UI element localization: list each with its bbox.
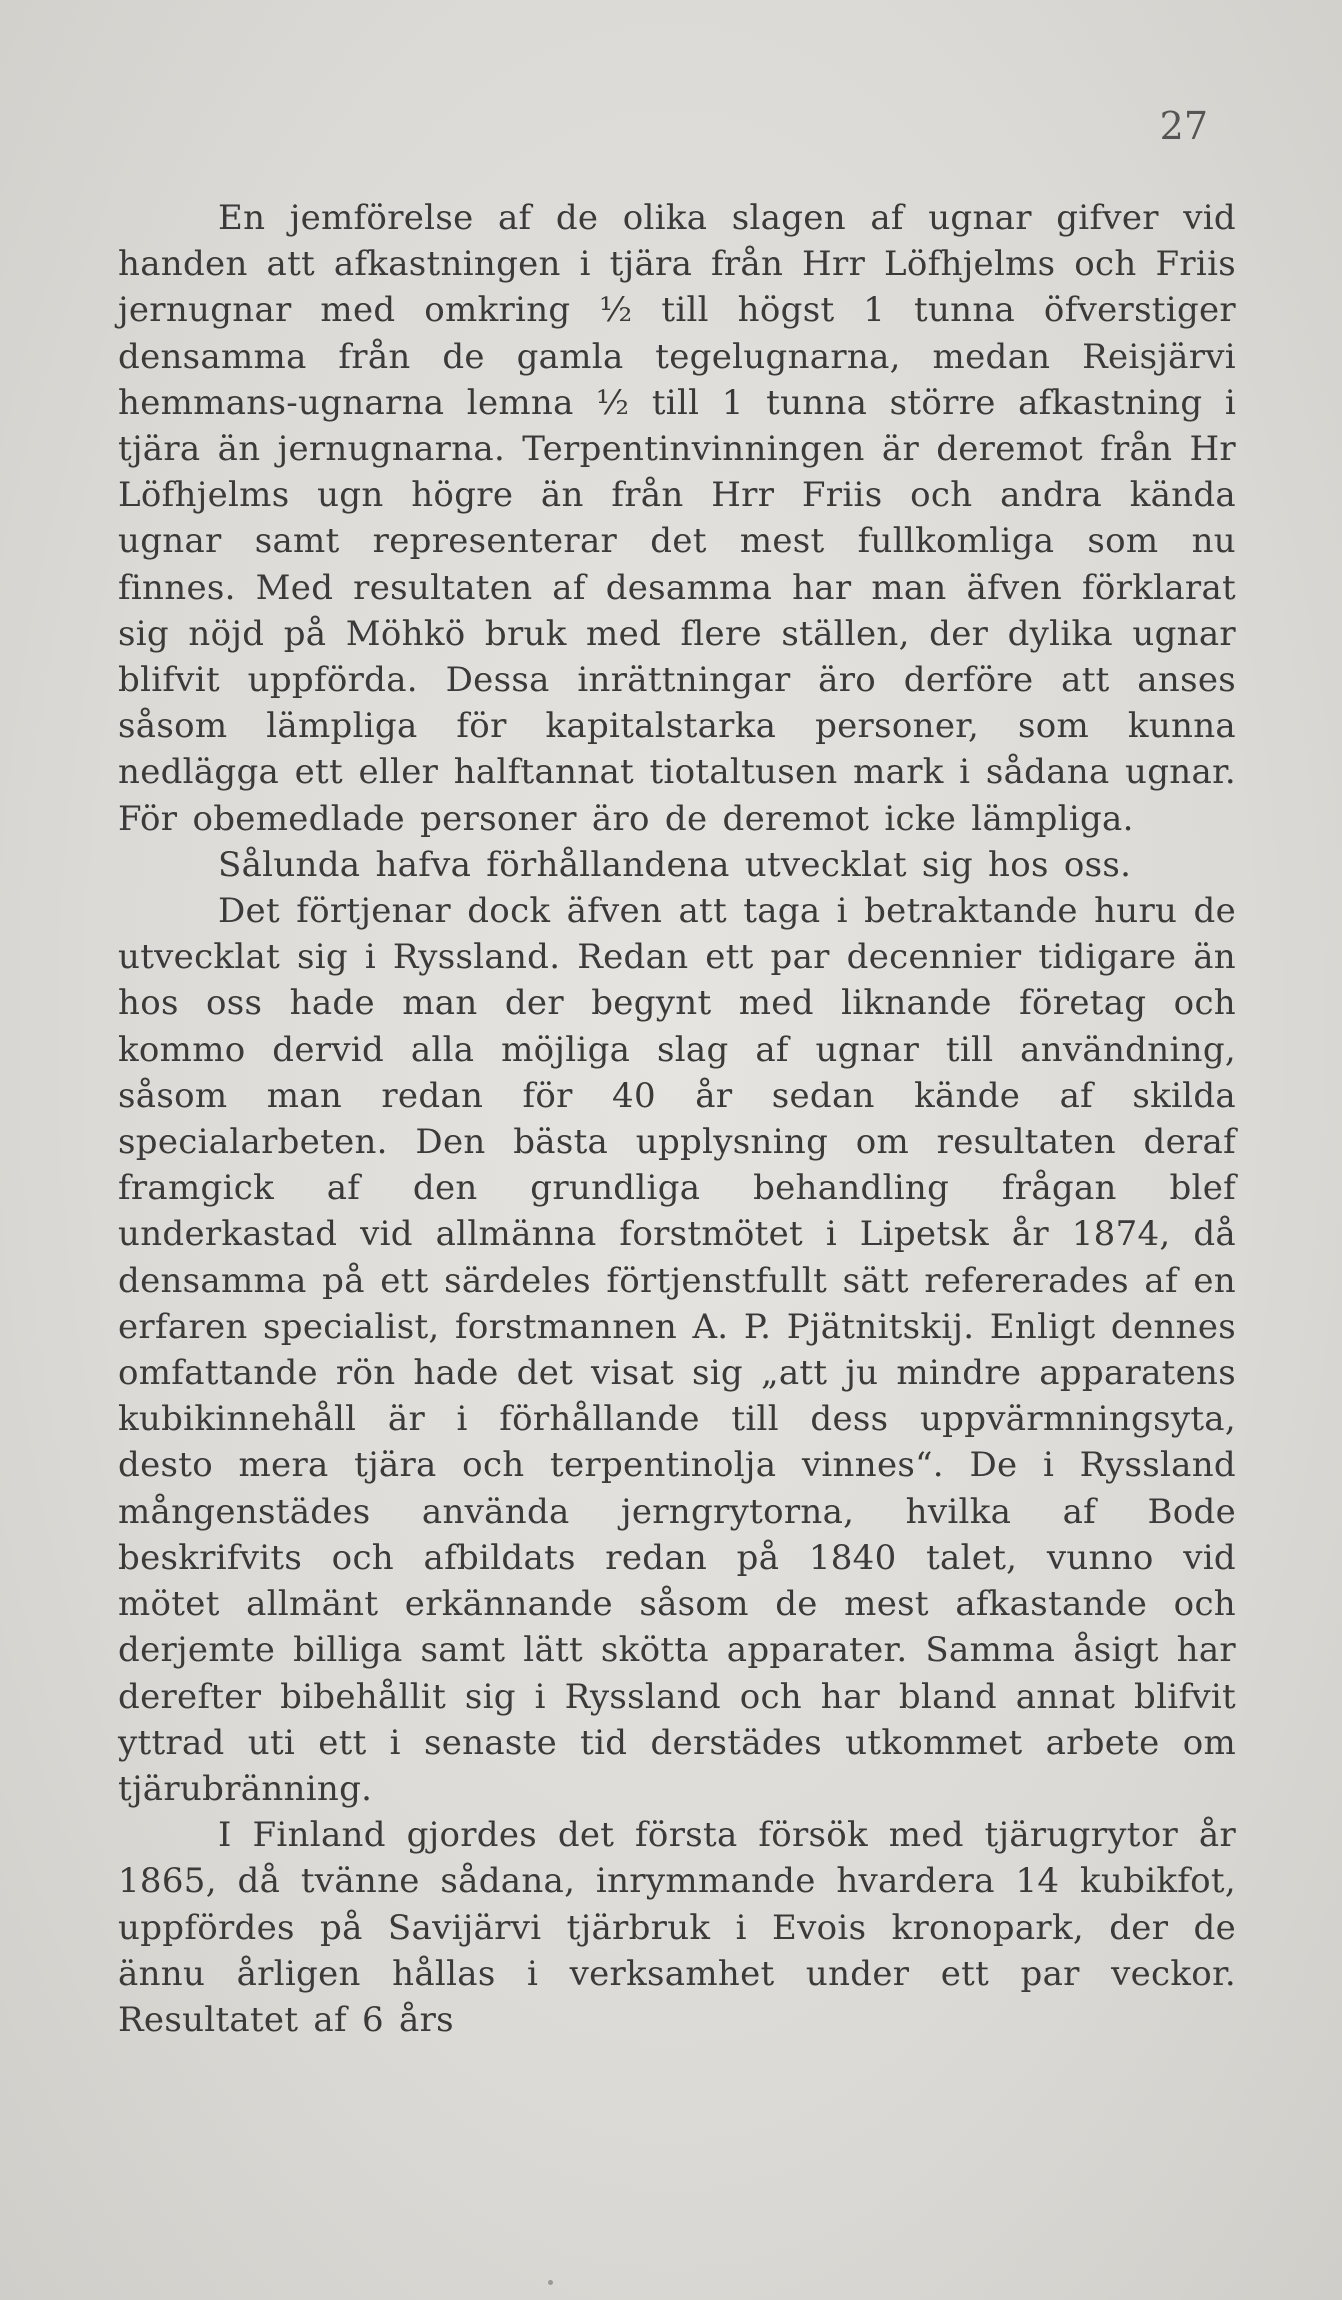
print-speck: [548, 2280, 553, 2285]
paragraph-summary: Sålunda hafva förhållandena utvecklat sig hos oss.: [218, 844, 1132, 885]
body-text: [118, 195, 1236, 2043]
page-number: 27: [1159, 104, 1208, 148]
paragraph-russia: Det förtjenar dock äfven att taga i betraktande huru de utvecklat sig i Ryssland. Redan ett par decennier tidigare än hos oss hade man der begynt med liknande företag och kommo dervid alla möjliga slag af ugnar till användning, såsom man redan för 40 år sedan kände af skilda specialarbeten. Den bästa upplysning om resultaten deraf framgick af den grundliga behandling frågan blef underkastad vid allmänna forstmötet i Lipetsk år 1874, då densamma på ett särdeles förtjenstfullt sätt refererades af en erfaren specialist, forstmannen A. P. Pjätnitskij. Enligt dennes omfattande rön hade det visat sig „att ju mindre apparatens kubikinnehåll är i förhållande till dess uppvärmningsyta, desto mera tjära och terpentinolja vinnes“. De i Ryssland mångenstädes använda jerngrytorna, hvilka af Bode beskrifvits och afbildats redan på 1840 talet, vunno vid mötet allmänt erkännande såsom de mest afkastande och derjemte billiga samt lätt skötta apparater. Samma åsigt har derefter bibehållit sig i Ryssland och har bland annat blifvit yttrad uti ett i senaste tid derstädes utkommet arbete om tjärubränning.: [118, 891, 1236, 1809]
paragraph-finland: I Finland gjordes det första försök med tjärugrytor år 1865, då tvänne sådana, inrymmande hvardera 14 kubikfot, uppfördes på Savijärvi tjärbruk i Evois kronopark, der de ännu årligen hållas i verksamhet under ett par veckor. Resultatet af 6 års: [118, 1815, 1236, 2040]
paragraph-comparison: En jemförelse af de olika slagen af ugnar gifver vid handen att afkastningen i tjära från Hrr Löfhjelms och Friis jernugnar med omkring ½ till högst 1 tunna öfverstiger densamma från de gamla tegelugnarna, medan Reisjärvi hemmans-ugnarna lemna ½ till 1 tunna större afkastning i tjära än jernugnarna. Terpentinvinningen är deremot från Hr Löfhjelms ugn högre än från Hrr Friis och andra kända ugnar samt representerar det mest fullkomliga som nu finnes. Med resultaten af desamma har man äfven förklarat sig nöjd på Möhkö bruk med flere ställen, der dylika ugnar blifvit uppförda. Dessa inrättningar äro derföre att anses såsom lämpliga för kapitalstarka personer, som kunna nedlägga ett eller halftannat tiotaltusen mark i sådana ugnar. För obemedlade personer äro de deremot icke lämpliga.: [118, 198, 1236, 839]
